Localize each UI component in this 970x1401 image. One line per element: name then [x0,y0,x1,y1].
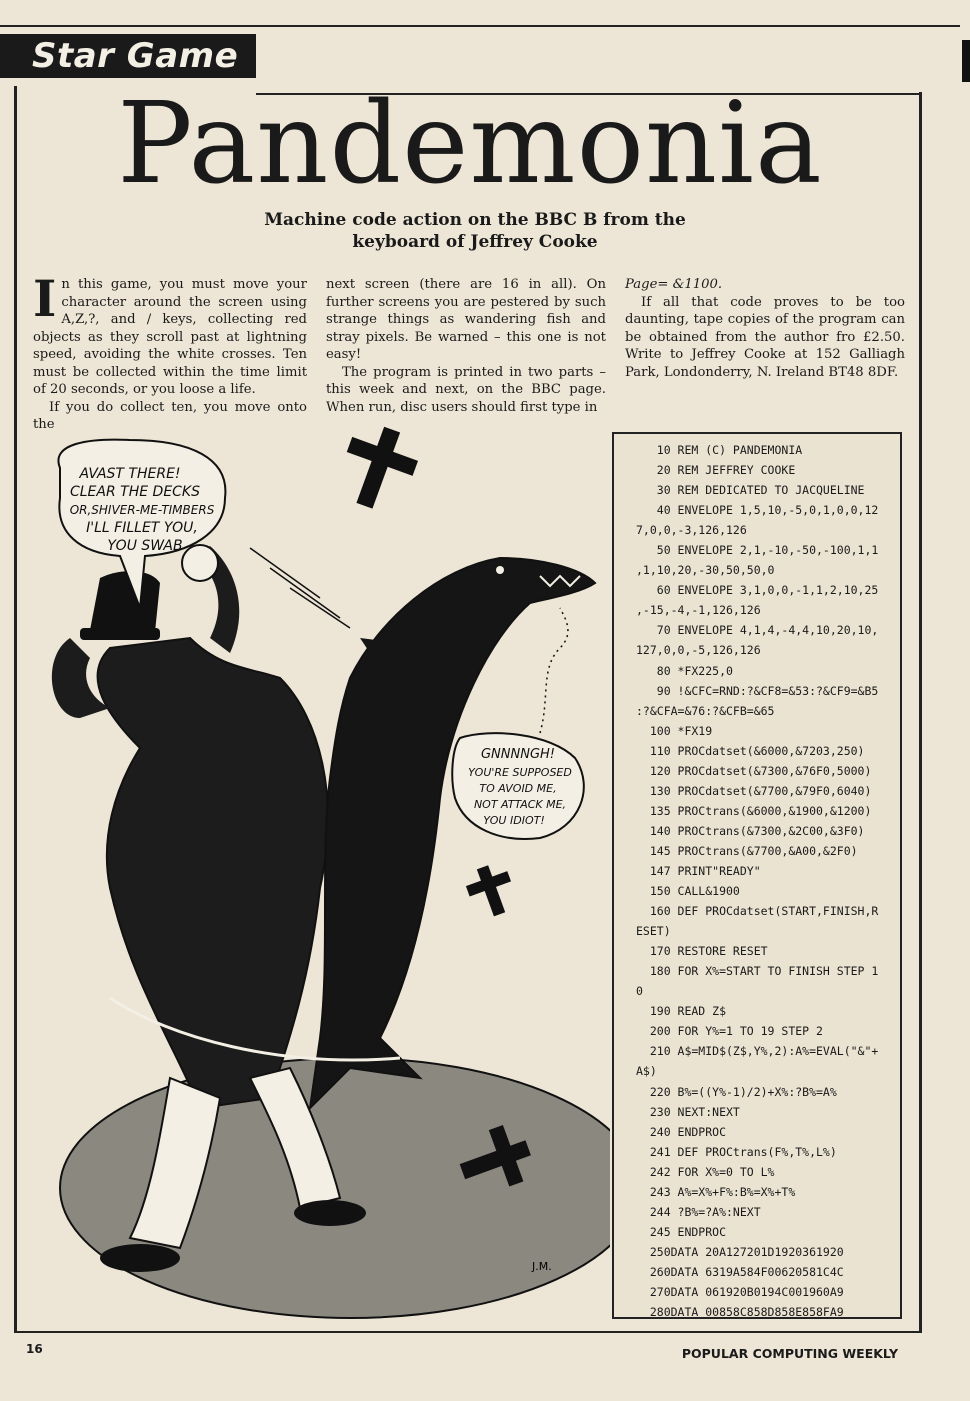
code-line: 100 *FX19 [636,723,713,738]
article-title: Pandemonia [117,79,823,209]
code-line: 127,0,0,-5,126,126 [636,643,761,658]
code-line: 260DATA 6319A584F00620581C4C [636,1264,844,1279]
code-line: 210 A$=MID$(Z$,Y%,2):A%=EVAL("&"+ [636,1044,879,1059]
code-line: ,1,10,20,-30,50,50,0 [636,563,775,578]
code-line: 70 ENVELOPE 4,1,4,-4,4,10,20,10, [636,623,879,638]
frame-bottom-rule [14,1331,922,1333]
code-line: 240 ENDPROC [636,1124,727,1139]
speech-line: YOU IDIOT! [483,814,545,827]
page-number: 16 [26,1342,43,1356]
cross-icon [332,418,425,517]
code-line: 120 PROCdatset(&7300,&76F0,5000) [636,763,872,778]
code-line: 40 ENVELOPE 1,5,10,-5,0,1,0,0,12 [636,503,879,518]
code-line: 145 PROCtrans(&7700,&A00,&2F0) [636,843,858,858]
code-line: 280DATA 00858C858D858E858FA9 [636,1305,844,1319]
code-line: 170 RESTORE RESET [636,944,768,959]
paragraph [33,269,307,399]
code-line: 220 B%=((Y%-1)/2)+X%:?B%=A% [636,1084,837,1099]
code-line: 50 ENVELOPE 2,1,-10,-50,-100,1,1 [636,543,879,558]
paragraph: If all that code proves to be too daunting, tape copies of the program can be obtained from the author fro £2.50. Write to Jeffrey Cooke at 152 Galliagh Park, Londonderry, N. Ireland BT48 8DF. [625,294,905,380]
article-subtitle: Machine code action on the BBC B from the keyboard of Jeffrey Cooke [264,210,686,252]
code-line: 90 !&CFC=RND:?&CF8=&53:?&CF9=&B5 [636,683,879,698]
code-line: A$) [636,1064,657,1079]
top-rule [0,25,960,27]
frame-left-rule [14,86,17,1331]
speech-line: YOU'RE SUPPOSED [468,766,572,779]
frame-right-rule [919,92,922,1332]
code-line: 7,0,0,-3,126,126 [636,523,747,538]
paragraph: If you do collect ten, you move onto the [33,399,307,432]
code-line: 243 A%=X%+F%:B%=X%+T% [636,1184,796,1199]
pirate-figure [98,638,328,1108]
code-line: 130 PROCdatset(&7700,&79F0,6040) [636,783,872,798]
speech-line: YOU SWAB [107,538,183,554]
code-line: 245 ENDPROC [636,1224,727,1239]
article-column-3 [625,276,905,381]
code-line: 110 PROCdatset(&6000,&7203,250) [636,743,865,758]
code-line: ESET) [636,924,671,939]
speech-line: I'LL FILLET YOU, [86,520,198,536]
code-line: 30 REM DEDICATED TO JACQUELINE [636,483,865,498]
article-column-1 [33,269,307,434]
speech-line: NOT ATTACK ME, [473,798,567,811]
paragraph: The program is printed in two parts – this week and next, on the BBC page. When run, disc users should first type in [326,364,606,415]
code-line: ,-15,-4,-1,126,126 [636,603,761,618]
code-line: 230 NEXT:NEXT [636,1104,740,1119]
cross-icon [462,860,520,922]
code-line: 135 PROCtrans(&6000,&1900,&1200) [636,803,872,818]
code-line: 180 FOR X%=START TO FINISH STEP 1 [636,964,879,979]
cartoon-illustration [20,418,610,1328]
code-line: 0 [636,984,643,999]
paragraph-text: n this game, you must move your character around the screen using A,Z,?, and / keys, collecting red objects as they scroll past at lightning speed, avoiding the white crosses. Ten must be collected within the time limit of 20 seconds, or you loose a life. [33,277,307,397]
program-listing [612,432,902,1319]
section-tag: Star Game [0,34,256,78]
article-column-2 [326,276,606,416]
code-line: 244 ?B%=?A%:NEXT [636,1204,761,1219]
code-line: 20 REM JEFFREY COOKE [636,463,796,478]
code-line: 241 DEF PROCtrans(F%,T%,L%) [636,1144,837,1159]
speech-line: GNNNNGH! [480,747,556,762]
code-line: 270DATA 061920B0194C001960A9 [636,1284,844,1299]
code-line: :?&CFA=&76:?&CFB=&65 [636,703,775,718]
code-line: 242 FOR X%=0 TO L% [636,1164,775,1179]
code-line: 60 ENVELOPE 3,1,0,0,-1,1,2,10,25 [636,583,879,598]
artist-signature: J.M. [532,1260,552,1273]
magazine-name: POPULAR COMPUTING WEEKLY [681,1346,898,1361]
code-line: 160 DEF PROCdatset(START,FINISH,R [636,904,879,919]
paragraph: next screen (there are 16 in all). On further screens you are pestered by such strange things as wandering fish and stray pixels. Be warned – this one is not easy! [326,277,606,362]
code-line: 150 CALL&1900 [636,884,740,899]
speech-line: TO AVOID ME, [479,782,557,795]
speech-line: OR,SHIVER-ME-TIMBERS [69,503,215,517]
speech-line: CLEAR THE DECKS [69,484,201,500]
code-line: 10 REM (C) PANDEMONIA [636,443,803,457]
drop-cap: I [33,269,57,328]
speech-line: AVAST THERE! [79,466,181,482]
code-line: 190 READ Z$ [636,1004,727,1019]
code-line: 200 FOR Y%=1 TO 19 STEP 2 [636,1024,823,1039]
code-line: 80 *FX225,0 [636,663,733,678]
code-line: 147 PRINT"READY" [636,863,761,878]
edge-marker [962,40,970,82]
code-line: 140 PROCtrans(&7300,&2C00,&3F0) [636,823,865,838]
code-line: 250DATA 20A127201D1920361920 [636,1244,844,1259]
paragraph: Page= &1100. [625,277,723,292]
